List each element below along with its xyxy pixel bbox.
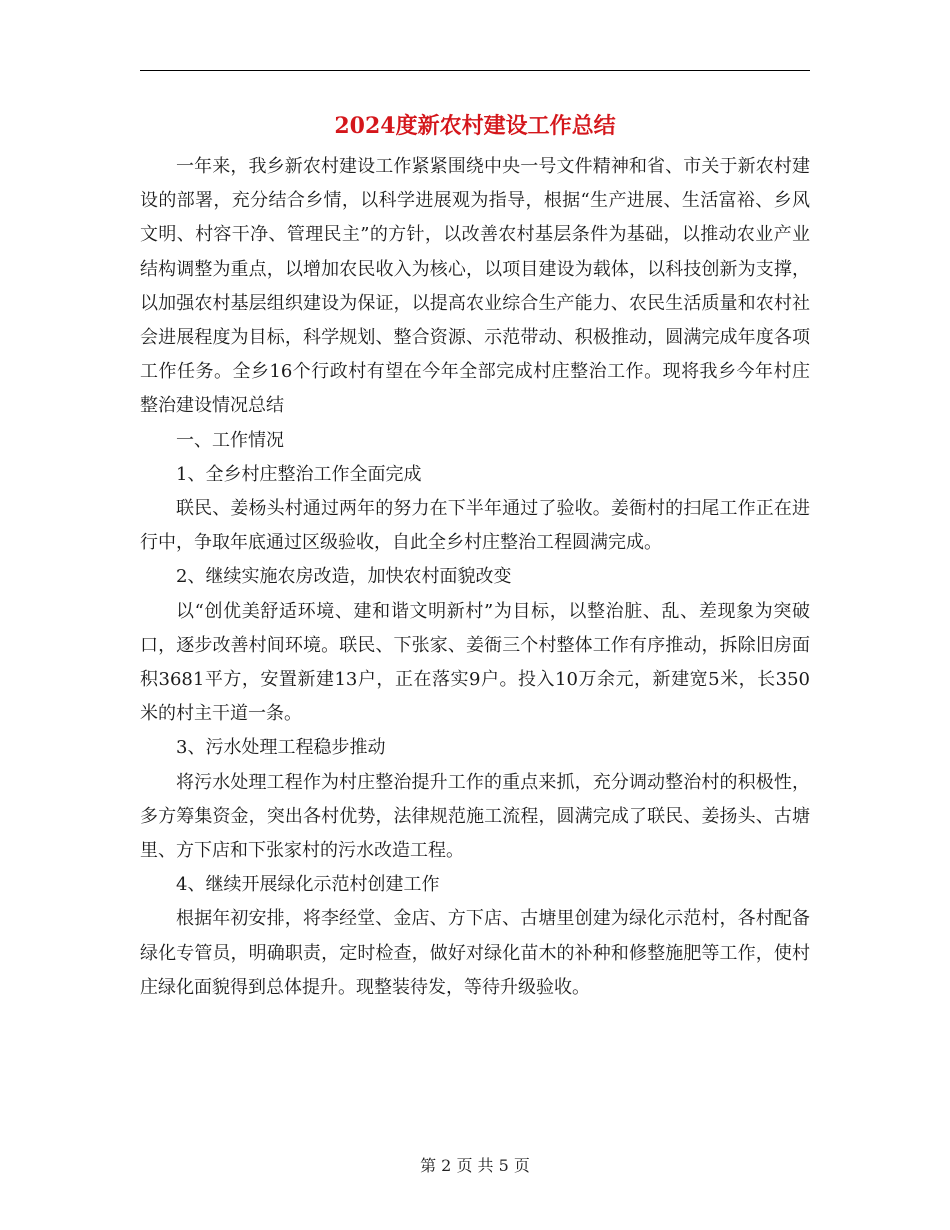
subheading-village-renovation: 1、全乡村庄整治工作全面完成 xyxy=(176,463,422,485)
paragraph-intro: 一年来，我乡新农村建设工作紧紧围绕中央一号文件精神和省、市关于新农村建设的部署，充分结合乡情，以科学进展观为指导，根据“生产进展、生活富裕、乡风文明、村容干净、管理民主”的方针，以改善农村基层条件为基础，以推动农业产业结构调整为重点，以增加农民收入为核心，以项目建设为载体，以科技创新为支撑，以加强农村基层组织建设为保证，以提高农业综合生产能力、农民生活质量和农村社会进展程度为目标，科学规划、整合资源、示范带动、积极推动，圆满完成年度各项工作任务。全乡16个行政村有望在今年全部完成村庄整治工作。现将我乡今年村庄整治建设情况总结 xyxy=(140,156,810,417)
subheading-sewage-treatment: 3、污水处理工程稳步推动 xyxy=(176,737,386,759)
document-title: 2024度新农村建设工作总结 xyxy=(334,113,616,139)
paragraph-housing-reform: 以“创优美舒适环境、建和谐文明新村”为目标，以整治脏、乱、差现象为突破口，逐步改善村间环境。联民、下张家、姜衙三个村整体工作有序推动，拆除旧房面积3681平方，安置新建13户，正在落实9户。投入10万余元，新建宽5米，长350米的村主干道一条。 xyxy=(140,600,810,725)
paragraph-greening: 根据年初安排，将李经堂、金店、方下店、古塘里创建为绿化示范村，各村配备绿化专管员，明确职责，定时检查，做好对绿化苗木的补种和修整施肥等工作，使村庄绿化面貌得到总体提升。现整装待发，等待升级验收。 xyxy=(140,908,810,998)
page-number-footer: 第 2 页 共 5 页 xyxy=(420,1156,530,1175)
paragraph-village-renovation: 联民、姜杨头村通过两年的努力在下半年通过了验收。姜衙村的扫尾工作正在进行中，争取年底通过区级验收，自此全乡村庄整治工程圆满完成。 xyxy=(140,498,810,554)
document-body xyxy=(140,150,810,1005)
section-heading-work-status: 一、工作情况 xyxy=(176,429,284,451)
subheading-housing-reform: 2、继续实施农房改造，加快农村面貌改变 xyxy=(176,566,512,588)
subheading-greening: 4、继续开展绿化示范村创建工作 xyxy=(176,874,440,896)
paragraph-sewage-treatment: 将污水处理工程作为村庄整治提升工作的重点来抓，充分调动整治村的积极性，多方筹集资金，突出各村优势，法律规范施工流程，圆满完成了联民、姜扬头、古塘里、方下店和下张家村的污水改造工程。 xyxy=(140,771,810,862)
header-rule xyxy=(140,70,810,71)
